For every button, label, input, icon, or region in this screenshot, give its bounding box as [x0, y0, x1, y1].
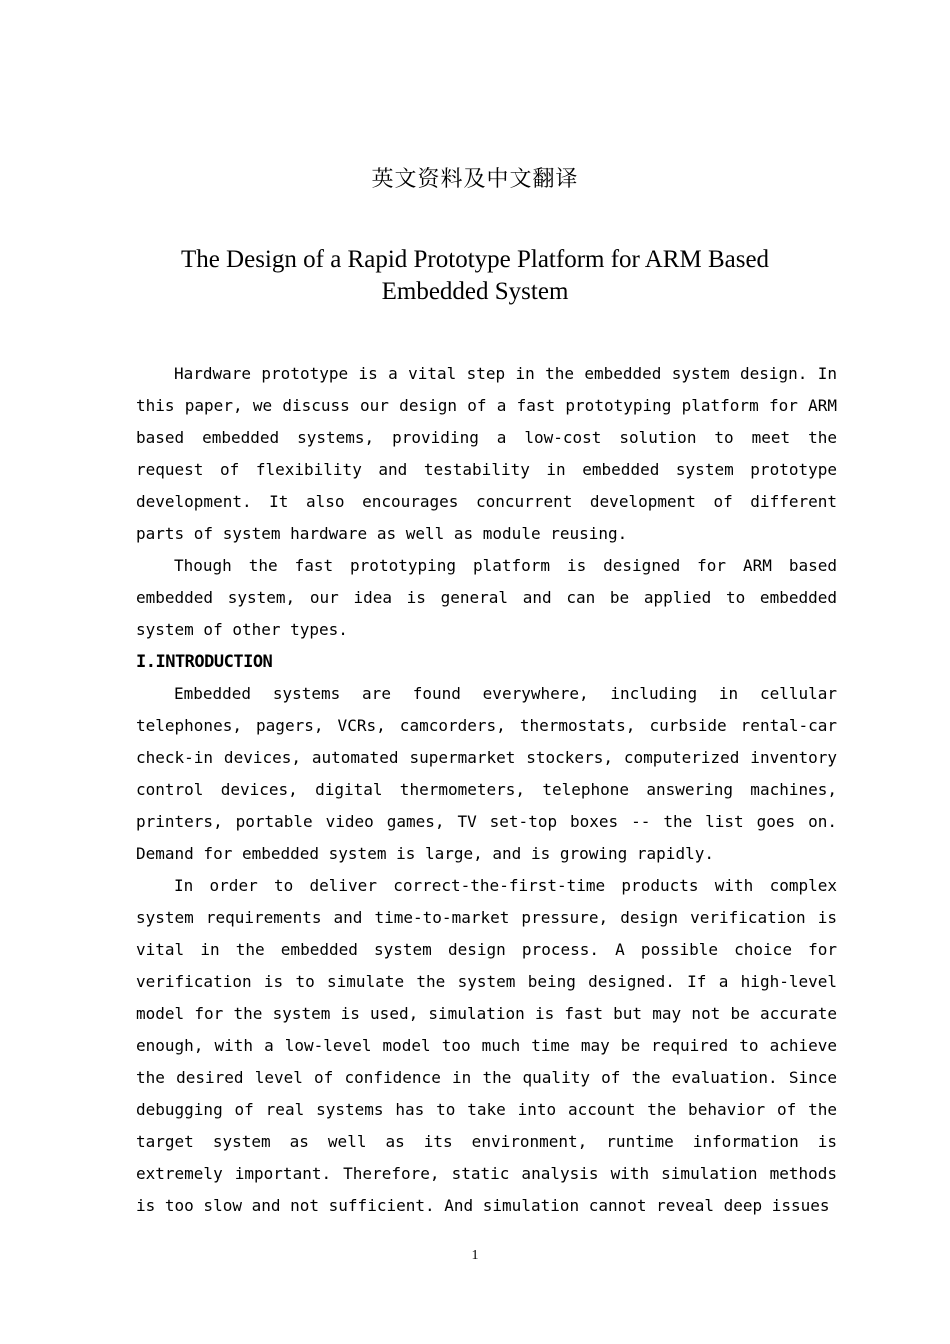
abstract-paragraph-1: Hardware prototype is a vital step in the embedded system design. In this paper, we discuss our design of a fast prototyping platform for ARM based embedded systems, providing a low-cost solution to meet the request of flexibility and testability in embedded system prototype development. It also encourages concurrent development of different parts of system hardware as well as module reusing.	[136, 364, 837, 543]
chinese-title: 英文资料及中文翻译	[371, 167, 579, 192]
intro-paragraph-2: In order to deliver correct-the-first-time products with complex system requirements and time-to-market pressure, design verification is vital in the embedded system design process. A possible choice for verification is to simulate the system being designed. If a high-level model for the system is used, simulation is fast but may not be accurate enough, with a low-level model too much time may be required to achieve the desired level of confidence in the quality of the evaluation. Since debugging of real systems has to take into account the behavior of the target system as well as its environment, runtime information is extremely important. Therefore, static analysis with simulation methods is too slow and not sufficient. And simulation cannot reveal deep issues	[136, 876, 837, 1215]
section-heading-introduction: I.INTRODUCTION	[136, 652, 273, 672]
page-number: 1	[471, 1248, 479, 1263]
body-text	[136, 358, 837, 1222]
english-title: The Design of a Rapid Prototype Platform for ARM Based Embedded System	[180, 246, 770, 305]
abstract-paragraph-2: Though the fast prototyping platform is designed for ARM based embedded system, our idea is general and can be applied to embedded system of other types.	[136, 556, 837, 639]
intro-paragraph-1: Embedded systems are found everywhere, including in cellular telephones, pagers, VCRs, camcorders, thermostats, curbside rental-car check-in devices, automated supermarket stockers, computerized inventory control devices, digital thermometers, telephone answering machines, printers, portable video games, TV set-top boxes -- the list goes on. Demand for embedded system is large, and is growing rapidly.	[136, 684, 837, 863]
